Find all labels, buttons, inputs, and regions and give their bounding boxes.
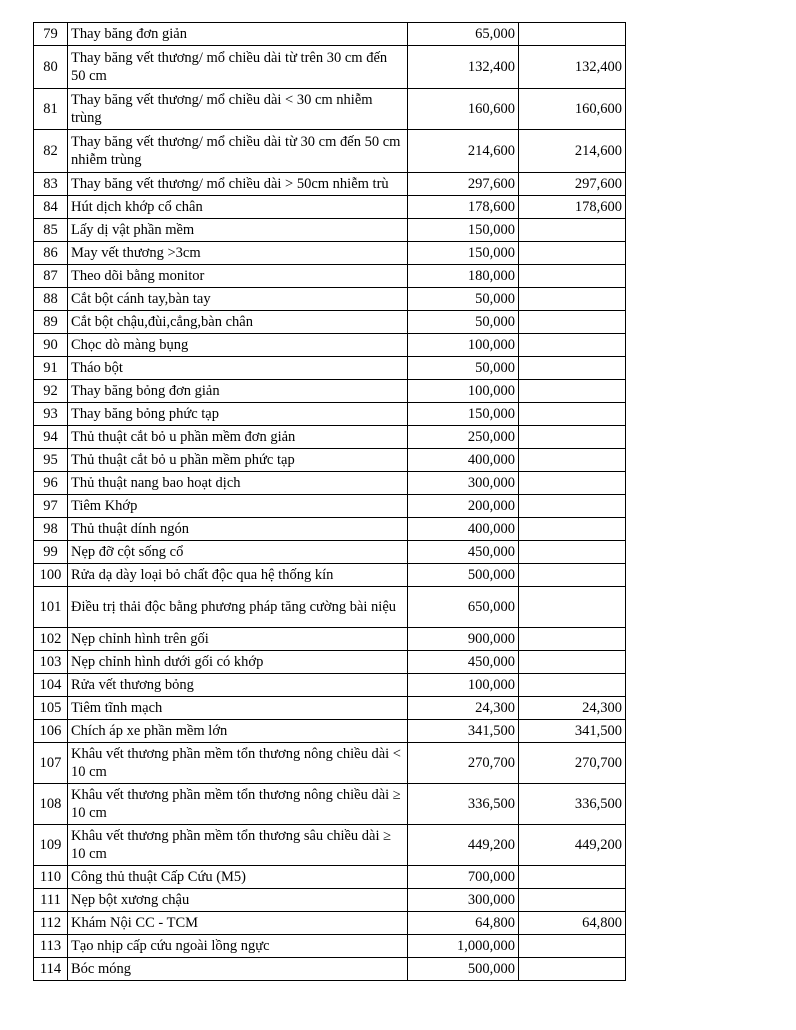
insurance-price-cell	[519, 219, 626, 242]
table-row	[34, 46, 626, 89]
insurance-price-cell	[519, 242, 626, 265]
row-number-cell: 94	[34, 426, 68, 449]
price-cell: 450,000	[408, 541, 519, 564]
service-name-cell: Cắt bột cánh tay,bàn tay	[68, 288, 408, 311]
service-name-cell: Rửa vết thương bỏng	[68, 674, 408, 697]
service-name-cell: Bóc móng	[68, 958, 408, 981]
insurance-price-cell	[519, 495, 626, 518]
table-row	[34, 958, 626, 981]
service-name-cell: Rửa dạ dày loại bỏ chất độc qua hệ thống kín	[68, 564, 408, 587]
price-cell: 132,400	[408, 46, 519, 89]
table-row	[34, 866, 626, 889]
service-name-cell: Chích áp xe phần mềm lớn	[68, 720, 408, 743]
table-row	[34, 674, 626, 697]
service-name-cell: Thủ thuật dính ngón	[68, 518, 408, 541]
service-name-cell: Tiêm Khớp	[68, 495, 408, 518]
price-cell: 341,500	[408, 720, 519, 743]
price-cell: 400,000	[408, 449, 519, 472]
table-row	[34, 472, 626, 495]
service-name-cell: Điều trị thải độc bằng phương pháp tăng cường bài niệu	[68, 587, 408, 628]
insurance-price-cell: 24,300	[519, 697, 626, 720]
insurance-price-cell	[519, 472, 626, 495]
insurance-price-cell	[519, 564, 626, 587]
service-name-cell: Tháo bột	[68, 357, 408, 380]
table-row	[34, 912, 626, 935]
table-row	[34, 743, 626, 784]
insurance-price-cell: 132,400	[519, 46, 626, 89]
insurance-price-cell: 214,600	[519, 130, 626, 173]
insurance-price-cell	[519, 518, 626, 541]
row-number-cell: 112	[34, 912, 68, 935]
price-cell: 150,000	[408, 242, 519, 265]
table-row	[34, 784, 626, 825]
service-name-cell: Thay băng bỏng phức tạp	[68, 403, 408, 426]
service-name-cell: Hút dịch khớp cổ chân	[68, 196, 408, 219]
service-name-cell: Tiêm tĩnh mạch	[68, 697, 408, 720]
row-number-cell: 87	[34, 265, 68, 288]
price-cell: 270,700	[408, 743, 519, 784]
table-row	[34, 196, 626, 219]
row-number-cell: 96	[34, 472, 68, 495]
row-number-cell: 114	[34, 958, 68, 981]
insurance-price-cell	[519, 403, 626, 426]
service-name-cell: Thay băng bỏng đơn giản	[68, 380, 408, 403]
insurance-price-cell	[519, 334, 626, 357]
table-row	[34, 89, 626, 130]
row-number-cell: 107	[34, 743, 68, 784]
insurance-price-cell	[519, 628, 626, 651]
service-name-cell: Nẹp chỉnh hình trên gối	[68, 628, 408, 651]
row-number-cell: 109	[34, 825, 68, 866]
table-row	[34, 697, 626, 720]
insurance-price-cell	[519, 357, 626, 380]
row-number-cell: 113	[34, 935, 68, 958]
row-number-cell: 89	[34, 311, 68, 334]
price-cell: 250,000	[408, 426, 519, 449]
price-cell: 180,000	[408, 265, 519, 288]
price-cell: 150,000	[408, 403, 519, 426]
table-row	[34, 219, 626, 242]
table-row	[34, 495, 626, 518]
insurance-price-cell	[519, 380, 626, 403]
price-cell: 200,000	[408, 495, 519, 518]
table-row	[34, 518, 626, 541]
service-name-cell: Thay băng vết thương/ mổ chiều dài > 50cm nhiễm trù	[68, 173, 408, 196]
price-cell: 100,000	[408, 334, 519, 357]
row-number-cell: 103	[34, 651, 68, 674]
price-cell: 336,500	[408, 784, 519, 825]
table-row	[34, 311, 626, 334]
insurance-price-cell	[519, 587, 626, 628]
insurance-price-cell	[519, 288, 626, 311]
insurance-price-cell: 270,700	[519, 743, 626, 784]
insurance-price-cell: 178,600	[519, 196, 626, 219]
insurance-price-cell: 336,500	[519, 784, 626, 825]
service-name-cell: Công thủ thuật Cấp Cứu (M5)	[68, 866, 408, 889]
row-number-cell: 93	[34, 403, 68, 426]
service-name-cell: Thay băng vết thương/ mổ chiều dài từ 30 cm đến 50 cm nhiễm trùng	[68, 130, 408, 173]
price-cell: 300,000	[408, 472, 519, 495]
table-row	[34, 825, 626, 866]
service-name-cell: Khám Nội CC - TCM	[68, 912, 408, 935]
price-cell: 50,000	[408, 357, 519, 380]
row-number-cell: 80	[34, 46, 68, 89]
insurance-price-cell: 341,500	[519, 720, 626, 743]
price-cell: 700,000	[408, 866, 519, 889]
insurance-price-cell	[519, 311, 626, 334]
table-row	[34, 334, 626, 357]
row-number-cell: 86	[34, 242, 68, 265]
row-number-cell: 90	[34, 334, 68, 357]
insurance-price-cell	[519, 651, 626, 674]
row-number-cell: 88	[34, 288, 68, 311]
price-cell: 64,800	[408, 912, 519, 935]
service-name-cell: Chọc dò màng bụng	[68, 334, 408, 357]
row-number-cell: 82	[34, 130, 68, 173]
price-cell: 449,200	[408, 825, 519, 866]
service-name-cell: Thay băng vết thương/ mổ chiều dài từ trên 30 cm đến 50 cm	[68, 46, 408, 89]
table-row	[34, 130, 626, 173]
price-cell: 500,000	[408, 564, 519, 587]
table-row	[34, 288, 626, 311]
row-number-cell: 98	[34, 518, 68, 541]
price-cell: 100,000	[408, 380, 519, 403]
price-cell: 65,000	[408, 23, 519, 46]
row-number-cell: 101	[34, 587, 68, 628]
service-name-cell: Theo dõi bằng monitor	[68, 265, 408, 288]
row-number-cell: 95	[34, 449, 68, 472]
row-number-cell: 108	[34, 784, 68, 825]
insurance-price-cell	[519, 889, 626, 912]
table-row	[34, 564, 626, 587]
table-row	[34, 889, 626, 912]
price-cell: 500,000	[408, 958, 519, 981]
table-row	[34, 426, 626, 449]
table-row	[34, 403, 626, 426]
service-name-cell: Thay băng đơn giản	[68, 23, 408, 46]
table-row	[34, 242, 626, 265]
table-row	[34, 449, 626, 472]
price-cell: 50,000	[408, 288, 519, 311]
table-row	[34, 541, 626, 564]
table-row	[34, 265, 626, 288]
row-number-cell: 111	[34, 889, 68, 912]
row-number-cell: 99	[34, 541, 68, 564]
price-cell: 300,000	[408, 889, 519, 912]
service-name-cell: Thay băng vết thương/ mổ chiều dài < 30 cm nhiễm trùng	[68, 89, 408, 130]
price-cell: 50,000	[408, 311, 519, 334]
service-name-cell: Nẹp chỉnh hình dưới gối có khớp	[68, 651, 408, 674]
row-number-cell: 81	[34, 89, 68, 130]
service-name-cell: Khâu vết thương phần mềm tổn thương nông chiều dài < 10 cm	[68, 743, 408, 784]
insurance-price-cell	[519, 23, 626, 46]
row-number-cell: 104	[34, 674, 68, 697]
insurance-price-cell	[519, 935, 626, 958]
price-cell: 178,600	[408, 196, 519, 219]
price-cell: 400,000	[408, 518, 519, 541]
insurance-price-cell: 64,800	[519, 912, 626, 935]
service-name-cell: May vết thương >3cm	[68, 242, 408, 265]
row-number-cell: 85	[34, 219, 68, 242]
table-row	[34, 380, 626, 403]
price-cell: 450,000	[408, 651, 519, 674]
insurance-price-cell	[519, 958, 626, 981]
table-row	[34, 23, 626, 46]
insurance-price-cell	[519, 674, 626, 697]
price-cell: 100,000	[408, 674, 519, 697]
row-number-cell: 84	[34, 196, 68, 219]
service-name-cell: Nẹp bột xương chậu	[68, 889, 408, 912]
row-number-cell: 110	[34, 866, 68, 889]
service-name-cell: Tạo nhịp cấp cứu ngoài lồng ngực	[68, 935, 408, 958]
insurance-price-cell	[519, 449, 626, 472]
insurance-price-cell	[519, 866, 626, 889]
table-row	[34, 935, 626, 958]
table-row	[34, 587, 626, 628]
insurance-price-cell	[519, 265, 626, 288]
table-row	[34, 173, 626, 196]
price-cell: 1,000,000	[408, 935, 519, 958]
row-number-cell: 100	[34, 564, 68, 587]
price-table	[33, 22, 626, 981]
table-row	[34, 720, 626, 743]
insurance-price-cell: 297,600	[519, 173, 626, 196]
row-number-cell: 102	[34, 628, 68, 651]
price-cell: 214,600	[408, 130, 519, 173]
row-number-cell: 106	[34, 720, 68, 743]
service-name-cell: Khâu vết thương phần mềm tổn thương nông chiều dài ≥ 10 cm	[68, 784, 408, 825]
price-cell: 24,300	[408, 697, 519, 720]
row-number-cell: 105	[34, 697, 68, 720]
table-row	[34, 357, 626, 380]
row-number-cell: 79	[34, 23, 68, 46]
insurance-price-cell	[519, 541, 626, 564]
price-cell: 297,600	[408, 173, 519, 196]
service-name-cell: Lấy dị vật phần mềm	[68, 219, 408, 242]
insurance-price-cell: 449,200	[519, 825, 626, 866]
service-name-cell: Thủ thuật cắt bỏ u phần mềm đơn giản	[68, 426, 408, 449]
row-number-cell: 97	[34, 495, 68, 518]
price-cell: 900,000	[408, 628, 519, 651]
insurance-price-cell: 160,600	[519, 89, 626, 130]
price-cell: 650,000	[408, 587, 519, 628]
service-name-cell: Thủ thuật cắt bỏ u phần mềm phức tạp	[68, 449, 408, 472]
service-name-cell: Nẹp đỡ cột sống cổ	[68, 541, 408, 564]
insurance-price-cell	[519, 426, 626, 449]
price-table-body	[34, 23, 626, 981]
service-name-cell: Khâu vết thương phần mềm tổn thương sâu chiều dài ≥ 10 cm	[68, 825, 408, 866]
row-number-cell: 83	[34, 173, 68, 196]
price-cell: 150,000	[408, 219, 519, 242]
price-cell: 160,600	[408, 89, 519, 130]
table-row	[34, 651, 626, 674]
service-name-cell: Thủ thuật nang bao hoạt dịch	[68, 472, 408, 495]
row-number-cell: 91	[34, 357, 68, 380]
service-name-cell: Cắt bột chậu,đùi,cẳng,bàn chân	[68, 311, 408, 334]
table-row	[34, 628, 626, 651]
row-number-cell: 92	[34, 380, 68, 403]
